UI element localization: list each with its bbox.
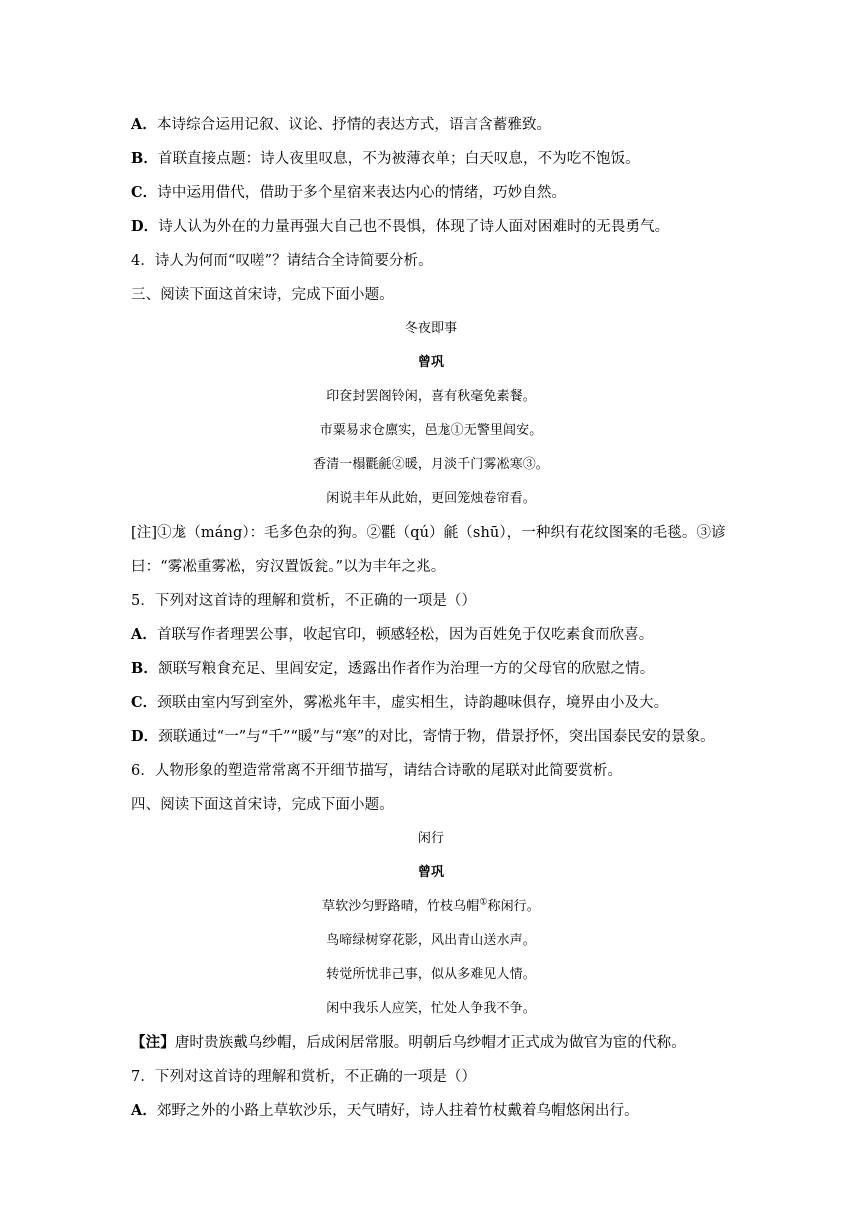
- poem-note-line-2: 曰：“雾凇重雾凇，穷汉置饭瓮。”以为丰年之兆。: [131, 559, 446, 575]
- option-text: 诗人认为外在的力量再强大自己也不畏惧，体现了诗人面对困难时的无畏勇气。: [158, 219, 670, 235]
- option-label: C．: [131, 184, 158, 201]
- option-text: 颔联写粮食充足、里闾安定，透露出作者作为治理一方的父母官的欣慰之情。: [157, 661, 655, 677]
- option-label: B．: [131, 150, 158, 167]
- option-c: [131, 686, 731, 720]
- poem-line: 鸟啼绿树穿花影，风出青山送水声。: [326, 933, 536, 948]
- poem-line: 香清一榻氍毹②暖，月淡千门雾凇寒③。: [313, 457, 549, 472]
- option-text: 郊野之外的小路上草软沙乐，天气晴好，诗人拄着竹杖戴着乌帽悠闲出行。: [156, 1103, 639, 1119]
- question-7: 7．下列对这首诗的理解和赏析，不正确的一项是（）: [131, 1069, 477, 1085]
- option-c: [131, 176, 731, 210]
- option-text: 颈联通过“一”与“千”“暖”与“寒”的对比，寄情于物，借景抒怀，突出国泰民安的景象。: [158, 729, 715, 745]
- option-label: D．: [131, 728, 159, 745]
- option-b: [131, 142, 731, 176]
- option-text: 诗中运用借代，借助于多个星宿来表达内心的情绪，巧妙自然。: [157, 185, 567, 201]
- option-label: B．: [131, 660, 158, 677]
- footnote-marker: ①: [479, 897, 488, 908]
- option-b: [131, 652, 731, 686]
- poem-note: 【注】唐时贵族戴乌纱帽，后成闲居常服。明朝后乌纱帽才正式成为做官为宦的代称。: [131, 1034, 686, 1051]
- question-4: 4．诗人为何而“叹嗟”？请结合全诗简要分析。: [131, 253, 433, 269]
- poem-line: 印奁封罢阁铃闲，喜有秋毫免素餐。: [326, 389, 536, 404]
- poem-line: 市粟易求仓廪实，邑尨①无警里闾安。: [319, 423, 543, 438]
- poem-line: 草软沙匀野路晴，竹枝乌帽①称闲行。: [322, 897, 540, 914]
- section-3-heading: 三、阅读下面这首宋诗，完成下面小题。: [131, 287, 394, 303]
- poem-note-line-1: [注]①尨（máng）：毛多色杂的狗。②氍（qú）毹（shū），一种织有花纹图案的毛毯。③谚: [131, 525, 726, 541]
- poem-title: 冬夜即事: [404, 321, 458, 336]
- poem-line: 转觉所忧非己事，似从多难见人情。: [326, 967, 536, 982]
- poem-author: 曾巩: [417, 865, 445, 880]
- option-label: A．: [131, 626, 157, 643]
- option-text: 首联直接点题：诗人夜里叹息，不为被薄衣单；白天叹息，不为吃不饱饭。: [157, 151, 640, 167]
- option-a: [131, 1094, 731, 1128]
- document-page: [131, 108, 731, 1128]
- option-text: 本诗综合运用记叙、议论、抒情的表达方式，语言含蓄雅致。: [156, 117, 552, 133]
- option-text: 颈联由室内写到室外，雾凇兆年丰，虚实相生，诗韵趣味俱存，境界由小及大。: [157, 695, 669, 711]
- question-6: 6．人物形象的塑造常常离不开细节描写，请结合诗歌的尾联对此简要赏析。: [131, 763, 623, 779]
- section-4-heading: 四、阅读下面这首宋诗，完成下面小题。: [131, 797, 394, 813]
- poem-line: 闲中我乐人应笑，忙处人争我不争。: [326, 1001, 536, 1016]
- option-label: A．: [131, 1102, 157, 1119]
- option-d: [131, 720, 731, 754]
- question-5: 5．下列对这首诗的理解和赏析，不正确的一项是（）: [131, 593, 477, 609]
- option-text: 首联写作者理罢公事，收起官印，顿感轻松，因为百姓免于仅吃素食而欣喜。: [156, 627, 654, 643]
- poem-author: 曾巩: [417, 355, 445, 370]
- poem-line: 闲说丰年从此始，更回笼烛卷帘看。: [326, 491, 536, 506]
- option-a: [131, 108, 731, 142]
- option-d: [131, 210, 731, 244]
- option-label: A．: [131, 116, 157, 133]
- option-a: [131, 618, 731, 652]
- poem-title: 闲行: [417, 831, 445, 846]
- option-label: C．: [131, 694, 158, 711]
- option-label: D．: [131, 218, 159, 235]
